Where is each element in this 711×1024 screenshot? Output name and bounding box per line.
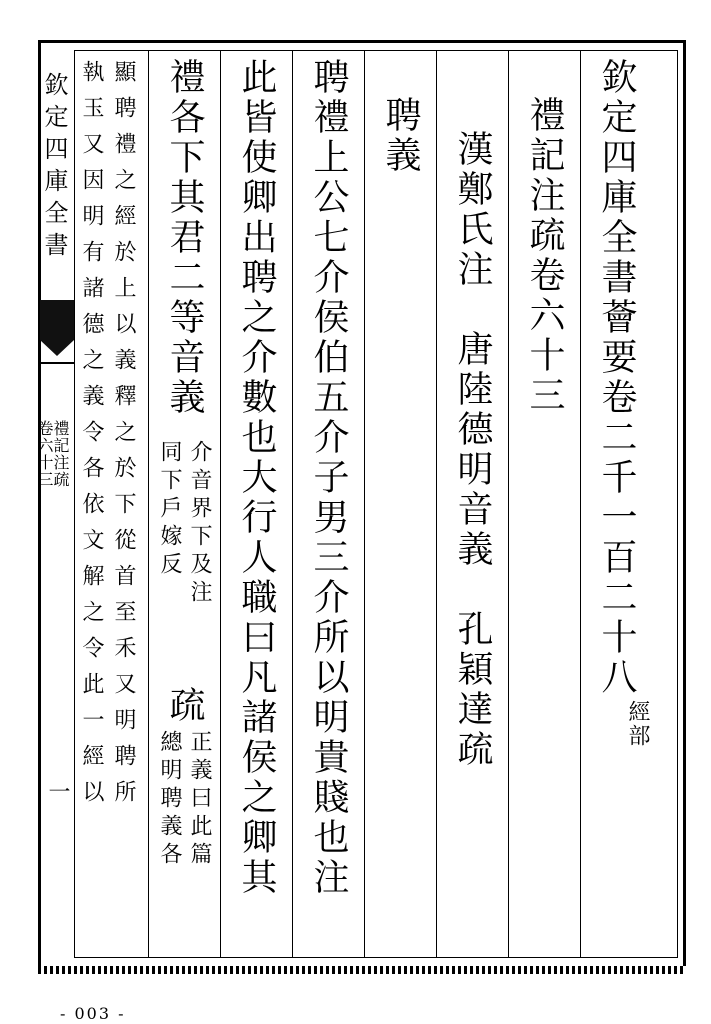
margin-volume-label: 卷六十三: [35, 420, 54, 488]
column-rule: [292, 50, 293, 958]
margin-page-number: 一: [45, 780, 70, 804]
column-rule: [148, 50, 149, 958]
category-label: 經部: [625, 700, 650, 748]
commentary-line: 顯聘禮之經於上以義釋之於下從首至禾又明聘所: [111, 60, 136, 816]
column-rule: [508, 50, 509, 958]
note-line: 總明聘義各: [157, 730, 182, 870]
authors-line: 漢鄭氏注 唐陸德明音義 孔穎達疏: [452, 130, 493, 770]
fish-tail-mark-tip: [40, 340, 74, 356]
column-rule: [580, 50, 581, 958]
bottom-ruler: [38, 966, 686, 974]
column-rule: [364, 50, 365, 958]
main-text-line: 禮各下其君二等音義: [164, 58, 205, 418]
margin-book-title: 欽定四庫全書: [40, 72, 68, 264]
margin-section-label: 禮記注疏: [51, 420, 70, 488]
fish-tail-mark: [40, 300, 74, 340]
page-code: - 003 -: [60, 1004, 126, 1023]
interlinear-note: [154, 440, 220, 680]
main-text-line: 聘禮上公七介侯伯五介子男三介所以明貴賤也注: [308, 58, 349, 898]
main-text-line: 此皆使卿出聘之介數也大行人職曰凡諸侯之卿其: [236, 58, 277, 898]
interlinear-note: [154, 730, 220, 950]
note-line: 同下戶嫁反: [157, 440, 182, 580]
book-volume-title: 禮記注疏卷六十三: [524, 96, 565, 416]
chapter-title: 聘義: [380, 96, 421, 176]
column-rule: [220, 50, 221, 958]
commentary-line: 執玉又因明有諸德之義令各依文解之令此一經以: [79, 60, 104, 816]
fish-tail-divider: [40, 362, 74, 364]
note-line: 正義曰此篇: [187, 730, 212, 870]
column-rule: [436, 50, 437, 958]
note-line: 介音界下及注: [187, 440, 212, 608]
collection-title: 欽定四庫全書薈要卷二千一百二十八: [596, 58, 637, 698]
main-text-line: 疏: [164, 686, 205, 726]
